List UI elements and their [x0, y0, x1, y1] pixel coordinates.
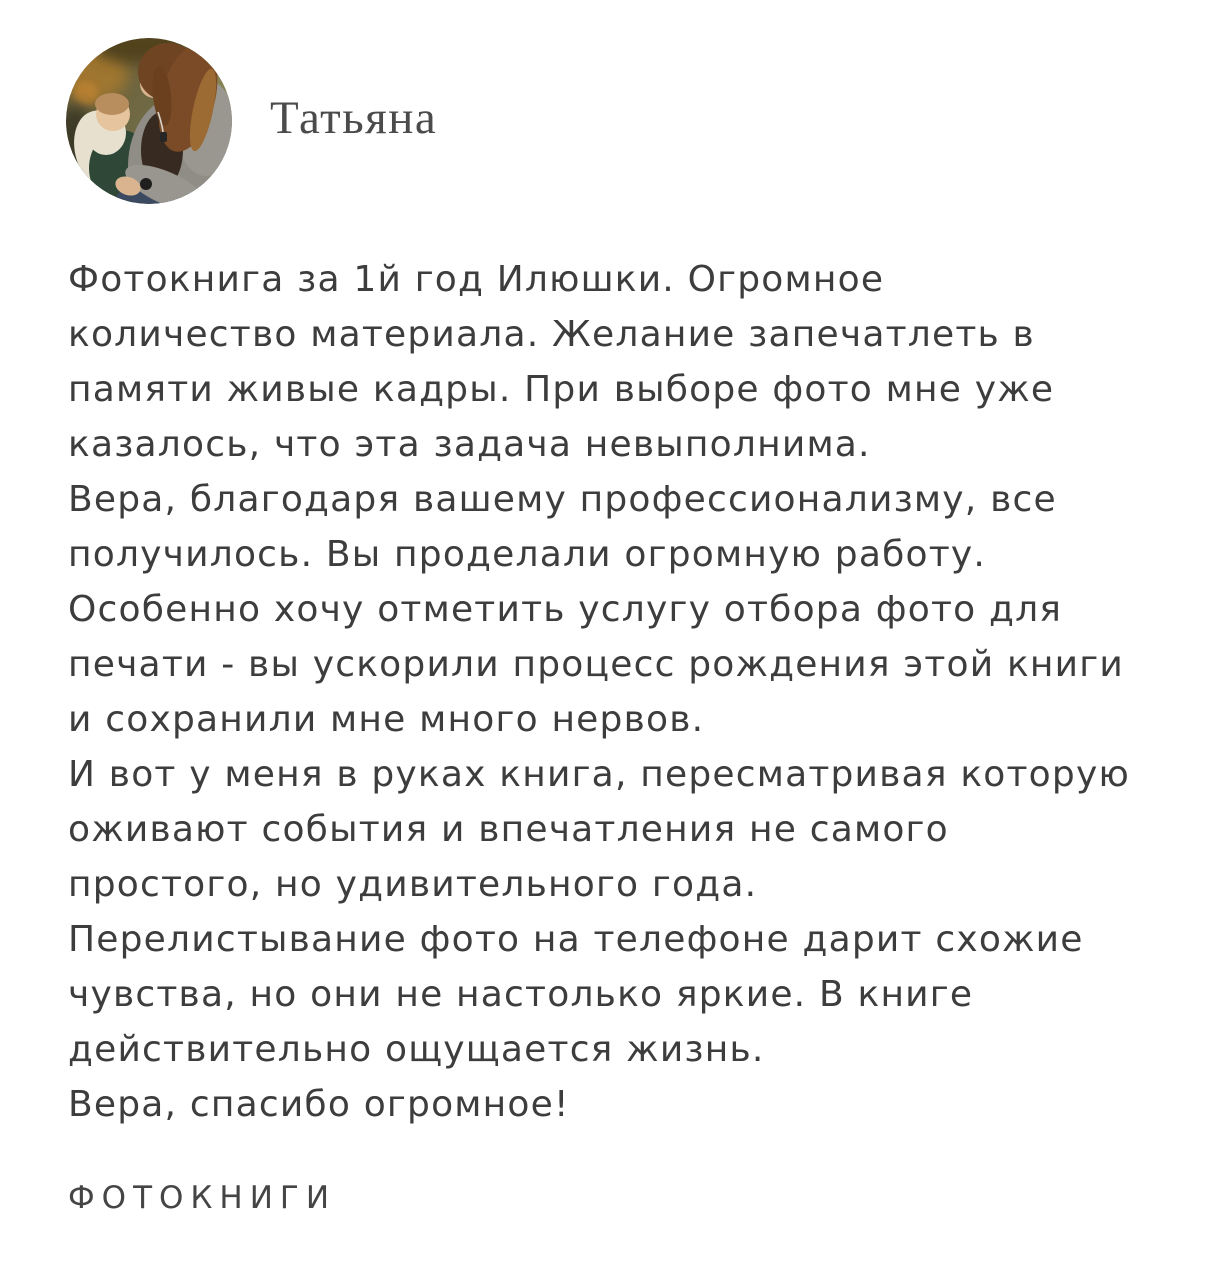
review-text-line: казалось, что эта задача невыполнима. [68, 424, 871, 465]
review-text-line: Перелистывание фото на телефоне дарит схожие [68, 919, 1084, 960]
review-header [0, 0, 1218, 204]
avatar [66, 38, 232, 204]
review-text-line: И вот у меня в руках книга, пересматривая которую [68, 754, 1130, 795]
review-text-line: Особенно хочу отметить услугу отбора фото для [68, 589, 1063, 630]
review-text-line: количество материала. Желание запечатлеть в [68, 314, 1035, 355]
review-text-line: и сохранили мне много нервов. [68, 699, 705, 740]
review-text-line: памяти живые кадры. При выборе фото мне уже [68, 369, 1055, 410]
reviewer-name: Татьяна [270, 92, 438, 144]
category-tag[interactable]: ФОТОКНИГИ [68, 1180, 337, 1216]
review-text-line: Вера, спасибо огромное! [68, 1084, 570, 1125]
review-text [68, 252, 1218, 1132]
review-text-line: оживают события и впечатления не самого [68, 809, 949, 850]
review-text-line: Вера, благодаря вашему профессионализму, все [68, 479, 1057, 520]
review-text-line: печати - вы ускорили процесс рождения этой книги [68, 644, 1124, 685]
avatar-photo-icon [66, 38, 232, 204]
review-text-line: получилось. Вы проделали огромную работу. [68, 534, 987, 575]
review-text-line: Фотокнига за 1й год Илюшки. Огромное [68, 259, 885, 300]
review-text-line: простого, но удивительного года. [68, 864, 758, 905]
review-text-line: действительно ощущается жизнь. [68, 1029, 765, 1070]
review-text-line: чувства, но они не настолько яркие. В книге [68, 974, 974, 1015]
